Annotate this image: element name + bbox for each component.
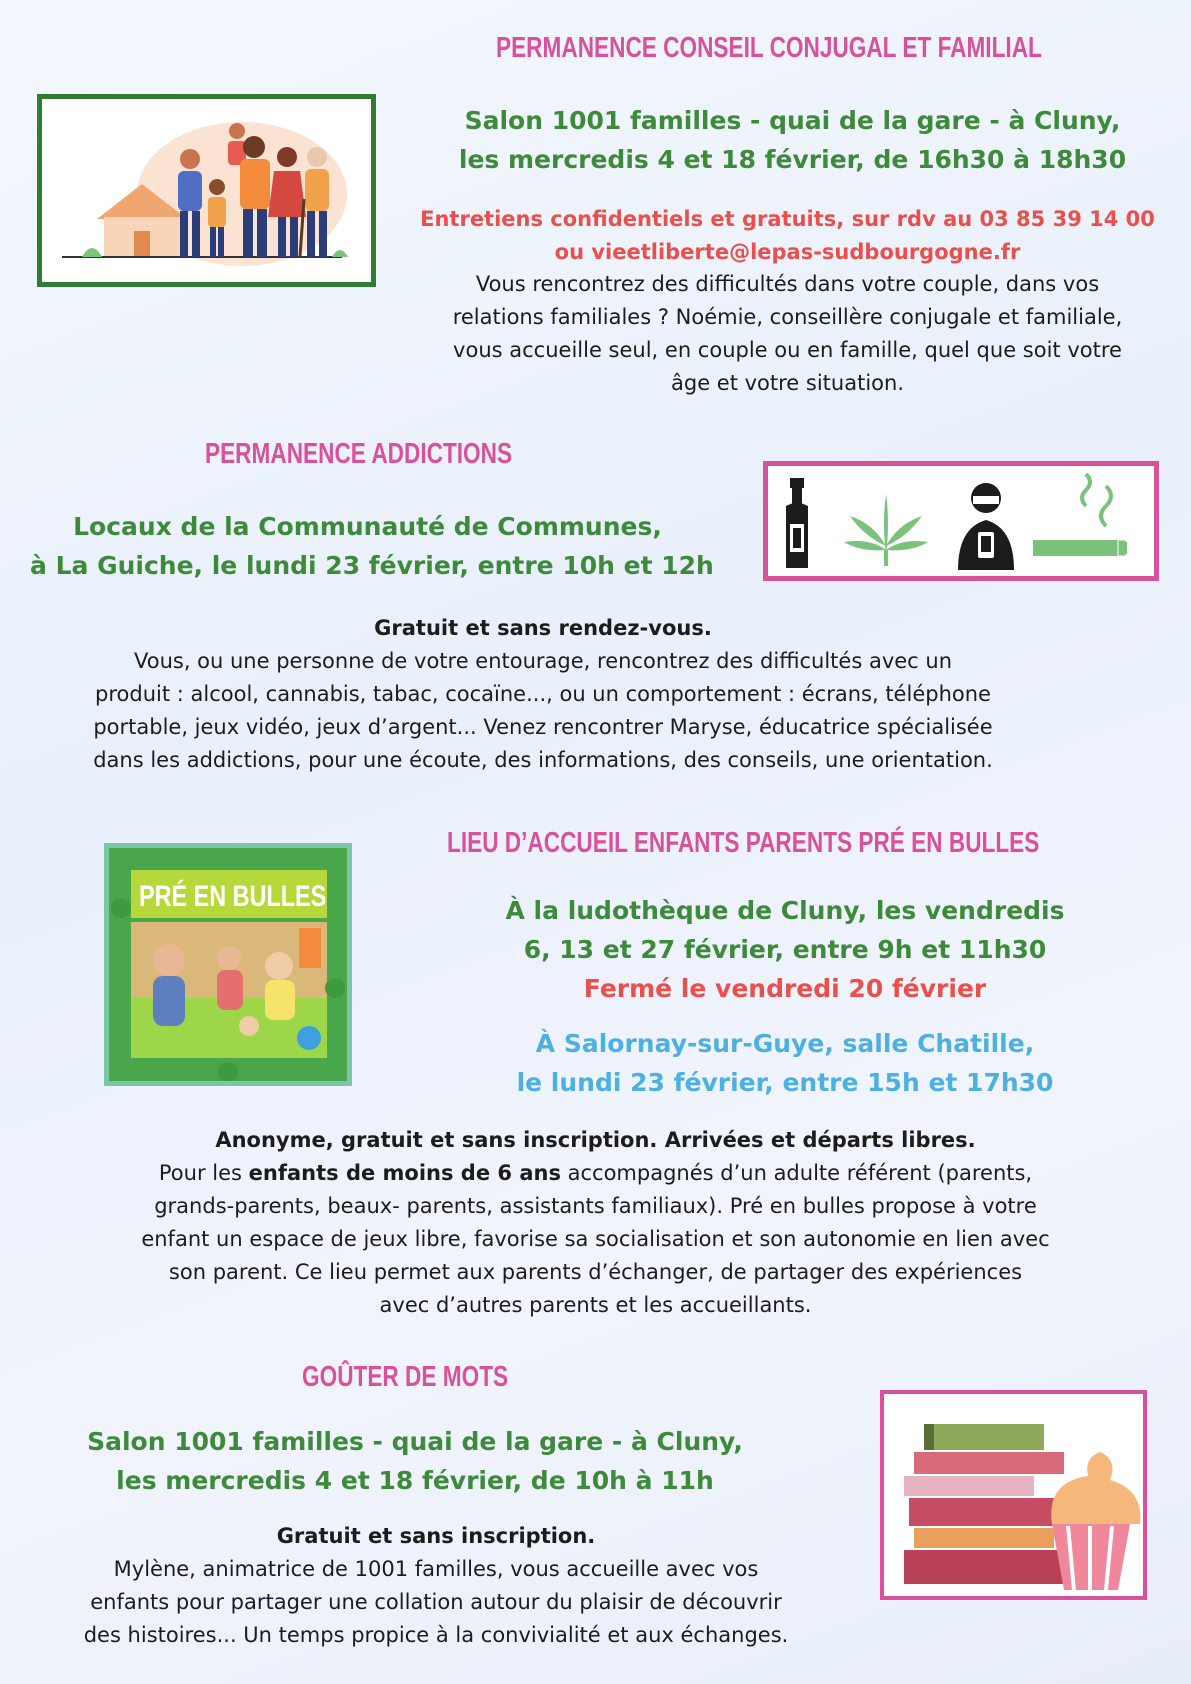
desc-line: dans les addictions, pour une écoute, des informations, des conseils, une orientation.: [93, 748, 993, 772]
section-title-conseil: PERMANENCE CONSEIL CONJUGAL ET FAMILIAL: [496, 32, 1042, 64]
addictions-location-line2: à La Guiche, le lundi 23 février, entre 10h et 12h: [30, 551, 714, 580]
pre-en-bulles-closed: Fermé le vendredi 20 février: [583, 974, 987, 1003]
desc-line: produit : alcool, cannabis, tabac, cocaïne..., ou un comportement : écrans, téléphone: [95, 682, 991, 706]
desc-line: [0, 1157, 1191, 1190]
pre-en-bulles-loc2-line2: le lundi 23 février, entre 15h et 17h30: [516, 1068, 1054, 1097]
gouter-description: [0, 1553, 872, 1652]
gouter-location-line1: Salon 1001 familles - quai de la gare - à Cluny,: [87, 1427, 743, 1456]
pre-en-bulles-loc2-line1: À Salornay-sur-Guye, salle Chatille,: [535, 1029, 1035, 1058]
pre-en-bulles-loc1-line2: 6, 13 et 27 février, entre 9h et 11h30: [523, 935, 1047, 964]
conseil-location-line2: les mercredis 4 et 18 février, de 16h30 à 18h30: [458, 145, 1127, 174]
conseil-contact-line1: Entretiens confidentiels et gratuits, sur rdv au 03 85 39 14 00: [420, 207, 1155, 231]
cannabis-leaf-icon: [844, 494, 928, 566]
desc-line: grands-parents, beaux- parents, assistants familiaux). Pré en bulles propose à votre: [154, 1194, 1037, 1218]
pre-en-bulles-description: [0, 1157, 1191, 1322]
desc-line: portable, jeux vidéo, jeux d’argent... Venez rencontrer Maryse, éducatrice spécialisée: [93, 715, 993, 739]
addictions-description: [0, 645, 1086, 777]
desc-line: Vous rencontrez des difficultés dans votre couple, dans vos: [475, 272, 1100, 296]
desc-text: accompagnés d’un adulte référent (parents,: [560, 1161, 1033, 1185]
desc-highlight: enfants de moins de 6 ans: [248, 1161, 561, 1185]
addictions-location-line1: Locaux de la Communauté de Communes,: [73, 512, 662, 541]
desc-line: âge et votre situation.: [671, 371, 904, 395]
phone-user-icon: [958, 483, 1014, 570]
pre-en-bulles-loc1-line1: À la ludothèque de Cluny, les vendredis: [505, 896, 1065, 925]
addictions-subtitle: Gratuit et sans rendez-vous.: [374, 616, 712, 640]
cigarette-icon: [1033, 474, 1126, 556]
gouter-location-line2: les mercredis 4 et 18 février, de 10h à 11h: [116, 1466, 714, 1495]
conseil-location-line1: Salon 1001 familles - quai de la gare - à Cluny,: [464, 106, 1121, 135]
desc-line: des histoires... Un temps propice à la convivialité et aux échanges.: [83, 1623, 789, 1647]
books-cupcake-illustration: [880, 1390, 1147, 1600]
desc-line: vous accueille seul, en couple ou en famille, quel que soit votre: [453, 338, 1122, 362]
pre-en-bulles-photo-label: PRÉ EN BULLES: [139, 880, 327, 913]
pre-en-bulles-photo: [104, 843, 352, 1086]
bottle-icon: [786, 478, 808, 568]
desc-line: relations familiales ? Noémie, conseillère conjugale et familiale,: [452, 305, 1123, 329]
desc-text: Pour les: [158, 1161, 249, 1185]
desc-line: enfants pour partager une collation autour du plaisir de découvrir: [90, 1590, 782, 1614]
section-title-addictions: PERMANENCE ADDICTIONS: [205, 438, 513, 470]
family-illustration: [37, 94, 376, 287]
section-title-gouter: GOÛTER DE MOTS: [302, 1361, 509, 1393]
desc-line: avec d’autres parents et les accueillants.: [379, 1293, 812, 1317]
conseil-description: [400, 268, 1175, 400]
desc-line: Mylène, animatrice de 1001 familles, vous accueille avec vos: [113, 1557, 759, 1581]
desc-line: son parent. Ce lieu permet aux parents d’échanger, de partager des expériences: [168, 1260, 1023, 1284]
gouter-subtitle: Gratuit et sans inscription.: [276, 1524, 596, 1548]
section-title-pre-en-bulles: LIEU D’ACCUEIL ENFANTS PARENTS PRÉ EN BULLES: [447, 827, 1040, 859]
desc-line: Vous, ou une personne de votre entourage, rencontrez des difficultés avec un: [133, 649, 953, 673]
conseil-contact-line2: ou vieetliberte@lepas-sudbourgogne.fr: [554, 240, 1021, 264]
addictions-icons-panel: [763, 461, 1159, 581]
pre-en-bulles-subtitle: Anonyme, gratuit et sans inscription. Arrivées et départs libres.: [215, 1128, 976, 1152]
desc-line: enfant un espace de jeux libre, favorise sa socialisation et son autonomie en lien avec: [141, 1227, 1050, 1251]
